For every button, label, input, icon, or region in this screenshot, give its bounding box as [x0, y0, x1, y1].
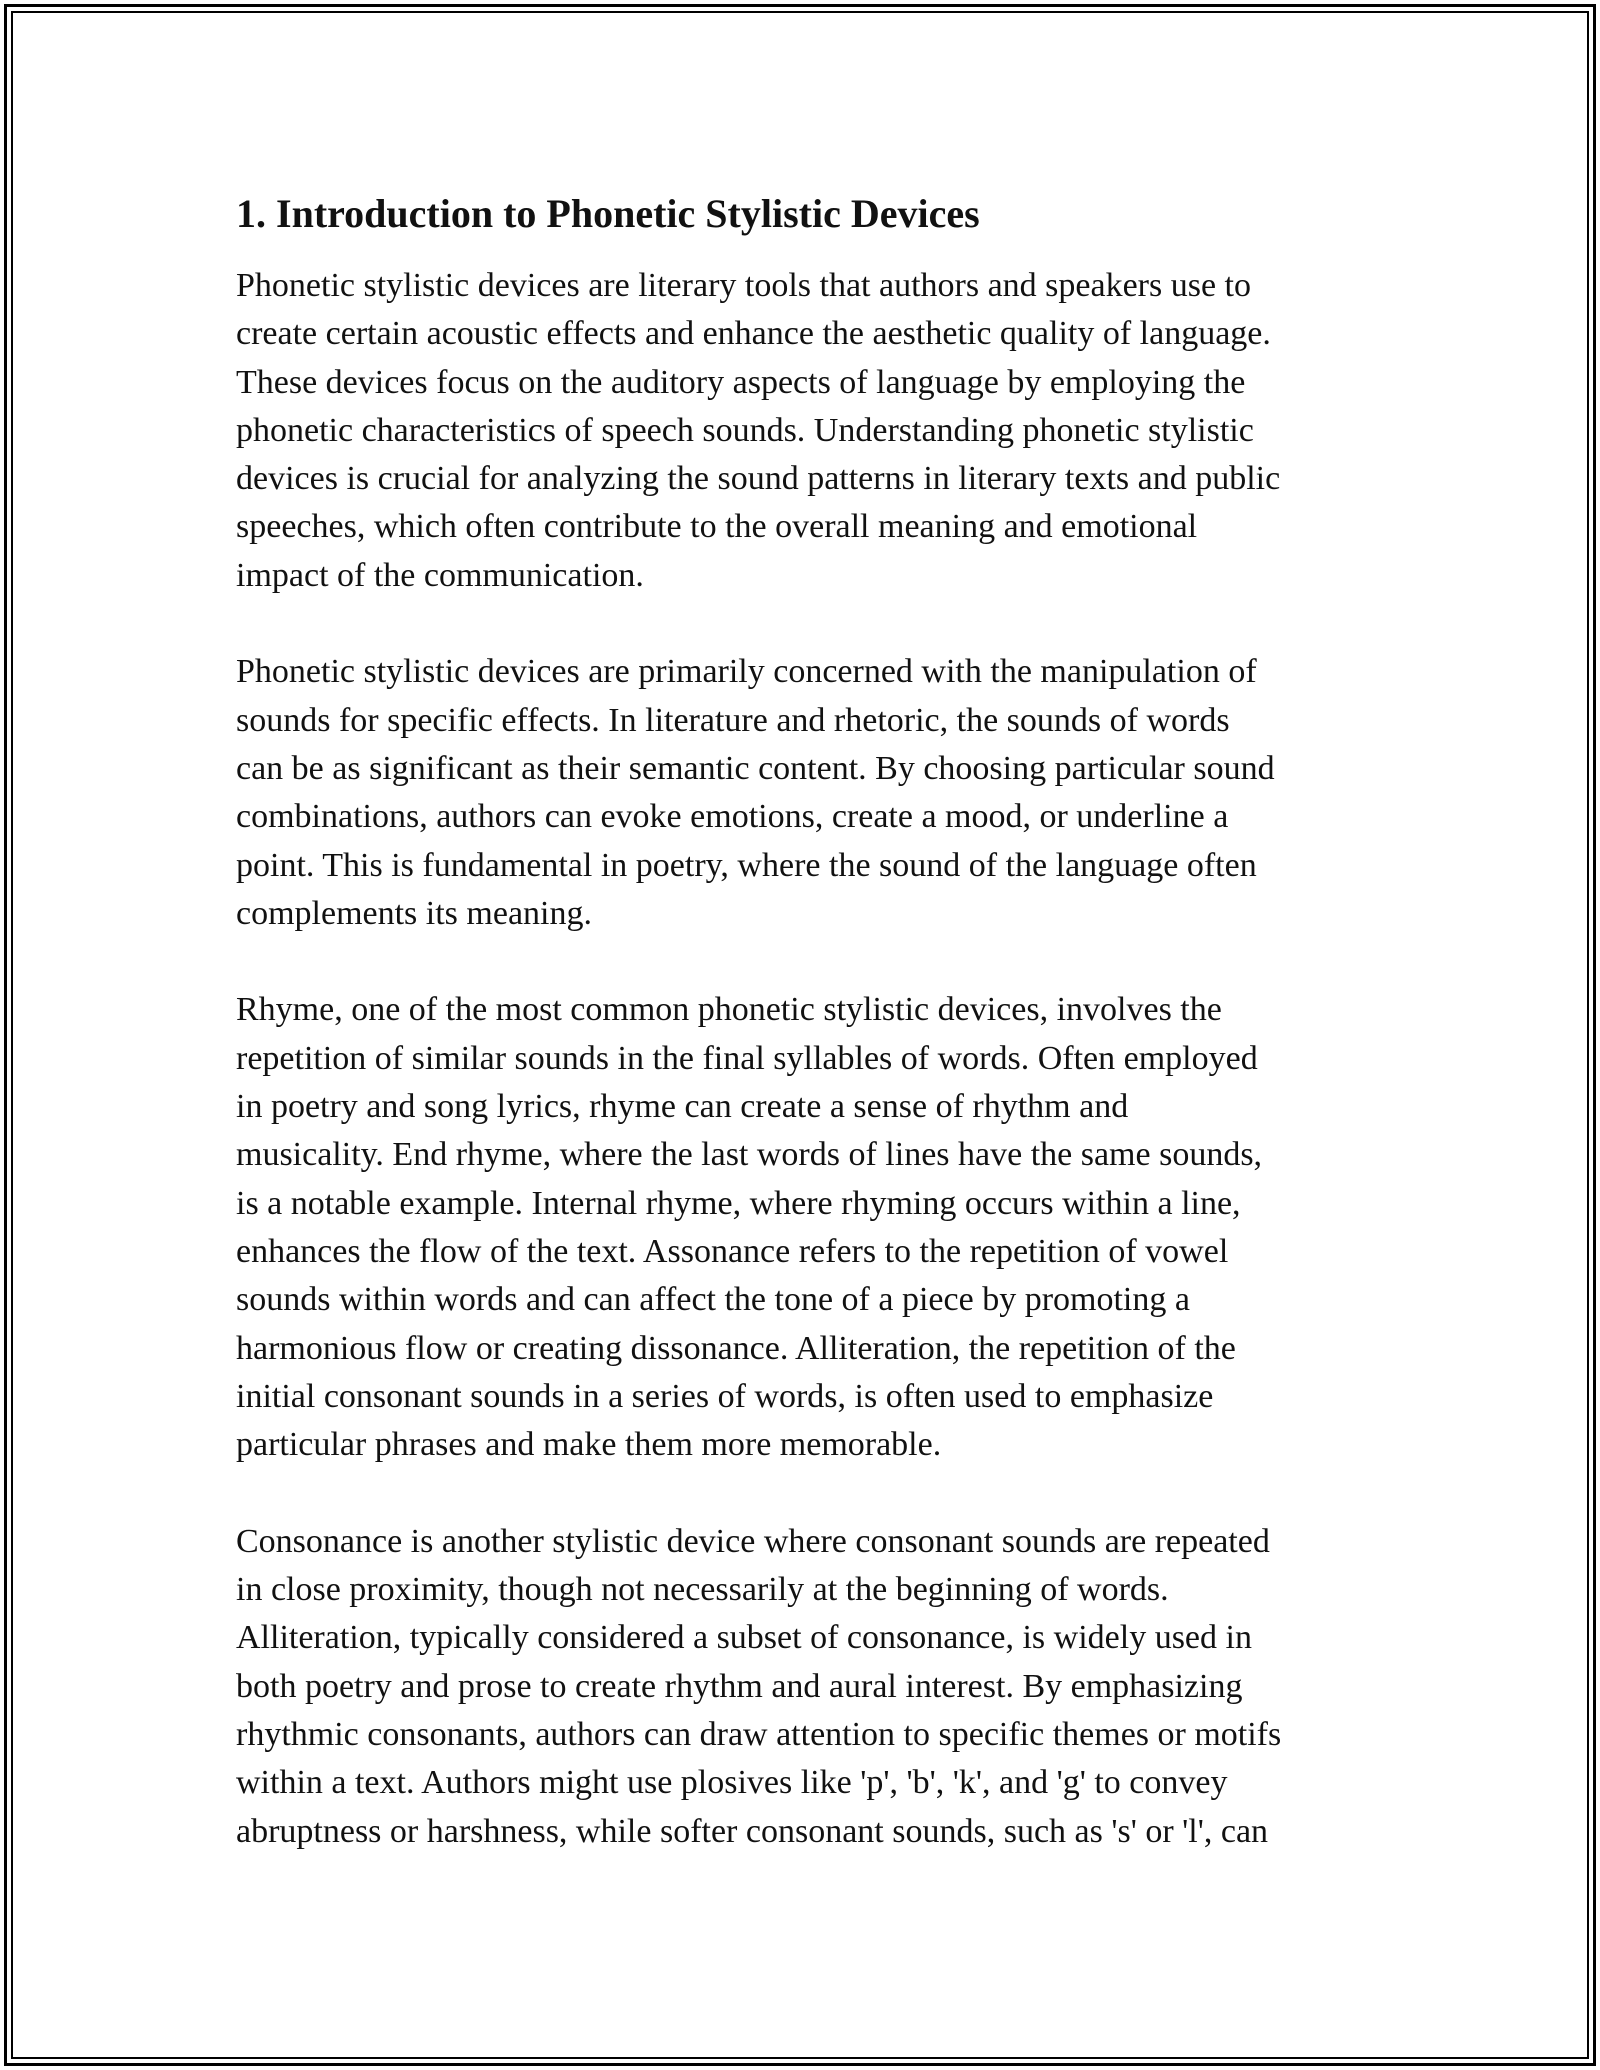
text-line: rhythmic consonants, authors can draw attention to specific themes or motifs: [236, 1715, 1282, 1753]
paragraph-2: [236, 648, 1376, 938]
text-line: musicality. End rhyme, where the last words of lines have the same sounds,: [236, 1136, 1263, 1174]
text-line: enhances the flow of the text. Assonance refers to the repetition of vowel: [236, 1232, 1229, 1270]
text-line: in poetry and song lyrics, rhyme can create a sense of rhythm and: [236, 1088, 1129, 1126]
text-line: phonetic characteristics of speech sounds. Understanding phonetic stylistic: [236, 411, 1254, 449]
text-line: in close proximity, though not necessarily at the beginning of words.: [236, 1571, 1169, 1609]
section-heading: 1. Introduction to Phonetic Stylistic Devices: [236, 191, 980, 236]
text-line: sounds for specific effects. In literature and rhetoric, the sounds of words: [236, 701, 1230, 739]
text-line: speeches, which often contribute to the overall meaning and emotional: [236, 508, 1198, 546]
text-line: Phonetic stylistic devices are primarily concerned with the manipulation of: [236, 653, 1257, 691]
text-line: both poetry and prose to create rhythm and aural interest. By emphasizing: [236, 1667, 1243, 1705]
text-line: These devices focus on the auditory aspects of language by employing the: [236, 363, 1246, 401]
text-line: within a text. Authors might use plosives like 'p', 'b', 'k', and 'g' to convey: [236, 1764, 1228, 1802]
text-line: Phonetic stylistic devices are literary tools that authors and speakers use to: [236, 267, 1252, 304]
paragraph-4: [236, 1518, 1376, 1856]
text-line: create certain acoustic effects and enhance the aesthetic quality of language.: [236, 315, 1271, 353]
text-line: particular phrases and make them more memorable.: [236, 1426, 942, 1464]
text-line: Consonance is another stylistic device where consonant sounds are repeated: [236, 1522, 1270, 1560]
paragraph-3: [236, 986, 1376, 1469]
text-line: point. This is fundamental in poetry, where the sound of the language often: [236, 846, 1257, 884]
text-line: Alliteration, typically considered a subset of consonance, is widely used in: [236, 1619, 1252, 1657]
text-line: initial consonant sounds in a series of words, is often used to emphasize: [236, 1377, 1214, 1415]
text-line: sounds within words and can affect the tone of a piece by promoting a: [236, 1281, 1190, 1319]
document-body: [236, 186, 1376, 1904]
text-line: can be as significant as their semantic content. By choosing particular sound: [236, 749, 1275, 787]
text-line: combinations, authors can evoke emotions, create a mood, or underline a: [236, 798, 1229, 836]
text-line: devices is crucial for analyzing the sound patterns in literary texts and public: [236, 460, 1281, 498]
text-line: complements its meaning.: [236, 894, 592, 932]
text-line: impact of the communication.: [236, 556, 644, 594]
paragraph-1: [236, 262, 1376, 600]
text-line: abruptness or harshness, while softer consonant sounds, such as 's' or 'l', can: [236, 1812, 1269, 1850]
text-line: is a notable example. Internal rhyme, where rhyming occurs within a line,: [236, 1184, 1241, 1222]
text-line: repetition of similar sounds in the final syllables of words. Often employed: [236, 1039, 1258, 1077]
text-line: harmonious flow or creating dissonance. Alliteration, the repetition of the: [236, 1329, 1236, 1367]
text-line: Rhyme, one of the most common phonetic stylistic devices, involves the: [236, 991, 1222, 1029]
